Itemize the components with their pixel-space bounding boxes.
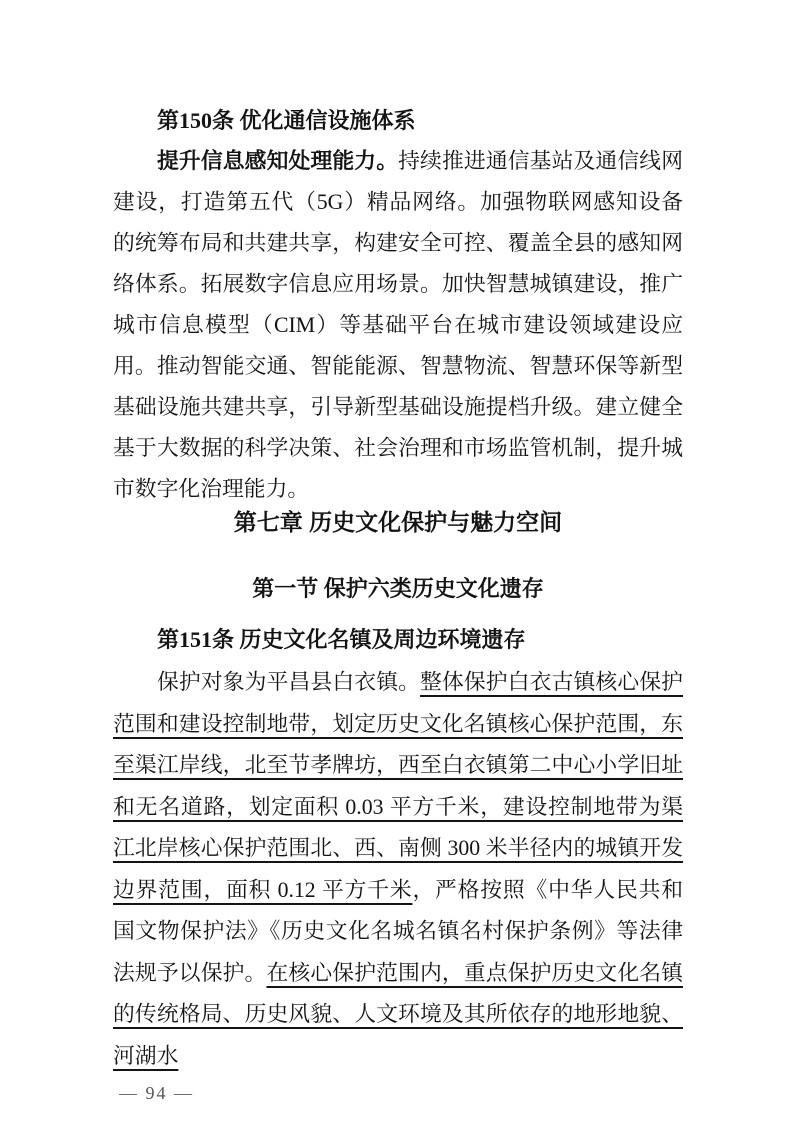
- page-number: — 94 —: [119, 1083, 194, 1103]
- paragraph-body-text: 持续推进通信基站及通信线网建设，打造第五代（5G）精品网络。加强物联网感知设备的统筹布局和共建共享，构建安全可控、覆盖全县的感知网络体系。拓展数字信息应用场景。加快智慧城镇建设，推广城市信息模型（CIM）等基础平台在城市建设领域建设应用。推动智能交通、智能能源、智慧物流、智慧环保等新型基础设施共建共享，引导新型基础设施提档升级。建立健全基于大数据的科学决策、社会治理和市场监管机制，提升城市数字化治理能力。: [113, 149, 683, 501]
- text-segment: 保护对象为平昌县白衣镇。: [157, 670, 421, 694]
- article-151-paragraph: [113, 662, 683, 1077]
- underlined-text-segment: 在核心保护范围内，重点保护历史文化名镇的传统格局、历史风貌、人文环境及其所依存的地形地貌、河湖水: [113, 960, 683, 1068]
- article-150-paragraph: [113, 141, 683, 510]
- chapter-7-heading: 第七章 历史文化保护与魅力空间: [233, 509, 563, 535]
- section-1-heading: 第一节 保护六类历史文化遗存: [252, 576, 544, 601]
- article-151-heading: 第151条 历史文化名镇及周边环境遗存: [157, 627, 526, 652]
- paragraph-lead-bold: 提升信息感知处理能力。: [157, 149, 399, 173]
- text-segment: ，严格按照《中华人民共和国文物保护法》《历史文化名城名镇名村保护条例》等法律法规予以保护。: [113, 877, 683, 985]
- underlined-text-segment: 整体保护白衣古镇核心保护范围和建设控制地带，划定历史文化名镇核心保护范围，东至渠江岸线，北至节孝牌坊，西至白衣镇第二中心小学旧址和无名道路，划定面积 0.03 平方千米，建设控制地带为渠江北岸核心保护范围北、西、南侧 300 米半径内的城镇开发边界范围，面积 0.12 平方千米: [113, 670, 683, 902]
- article-150-heading: 第150条 优化通信设施体系: [157, 108, 416, 133]
- page-content: [113, 100, 683, 1104]
